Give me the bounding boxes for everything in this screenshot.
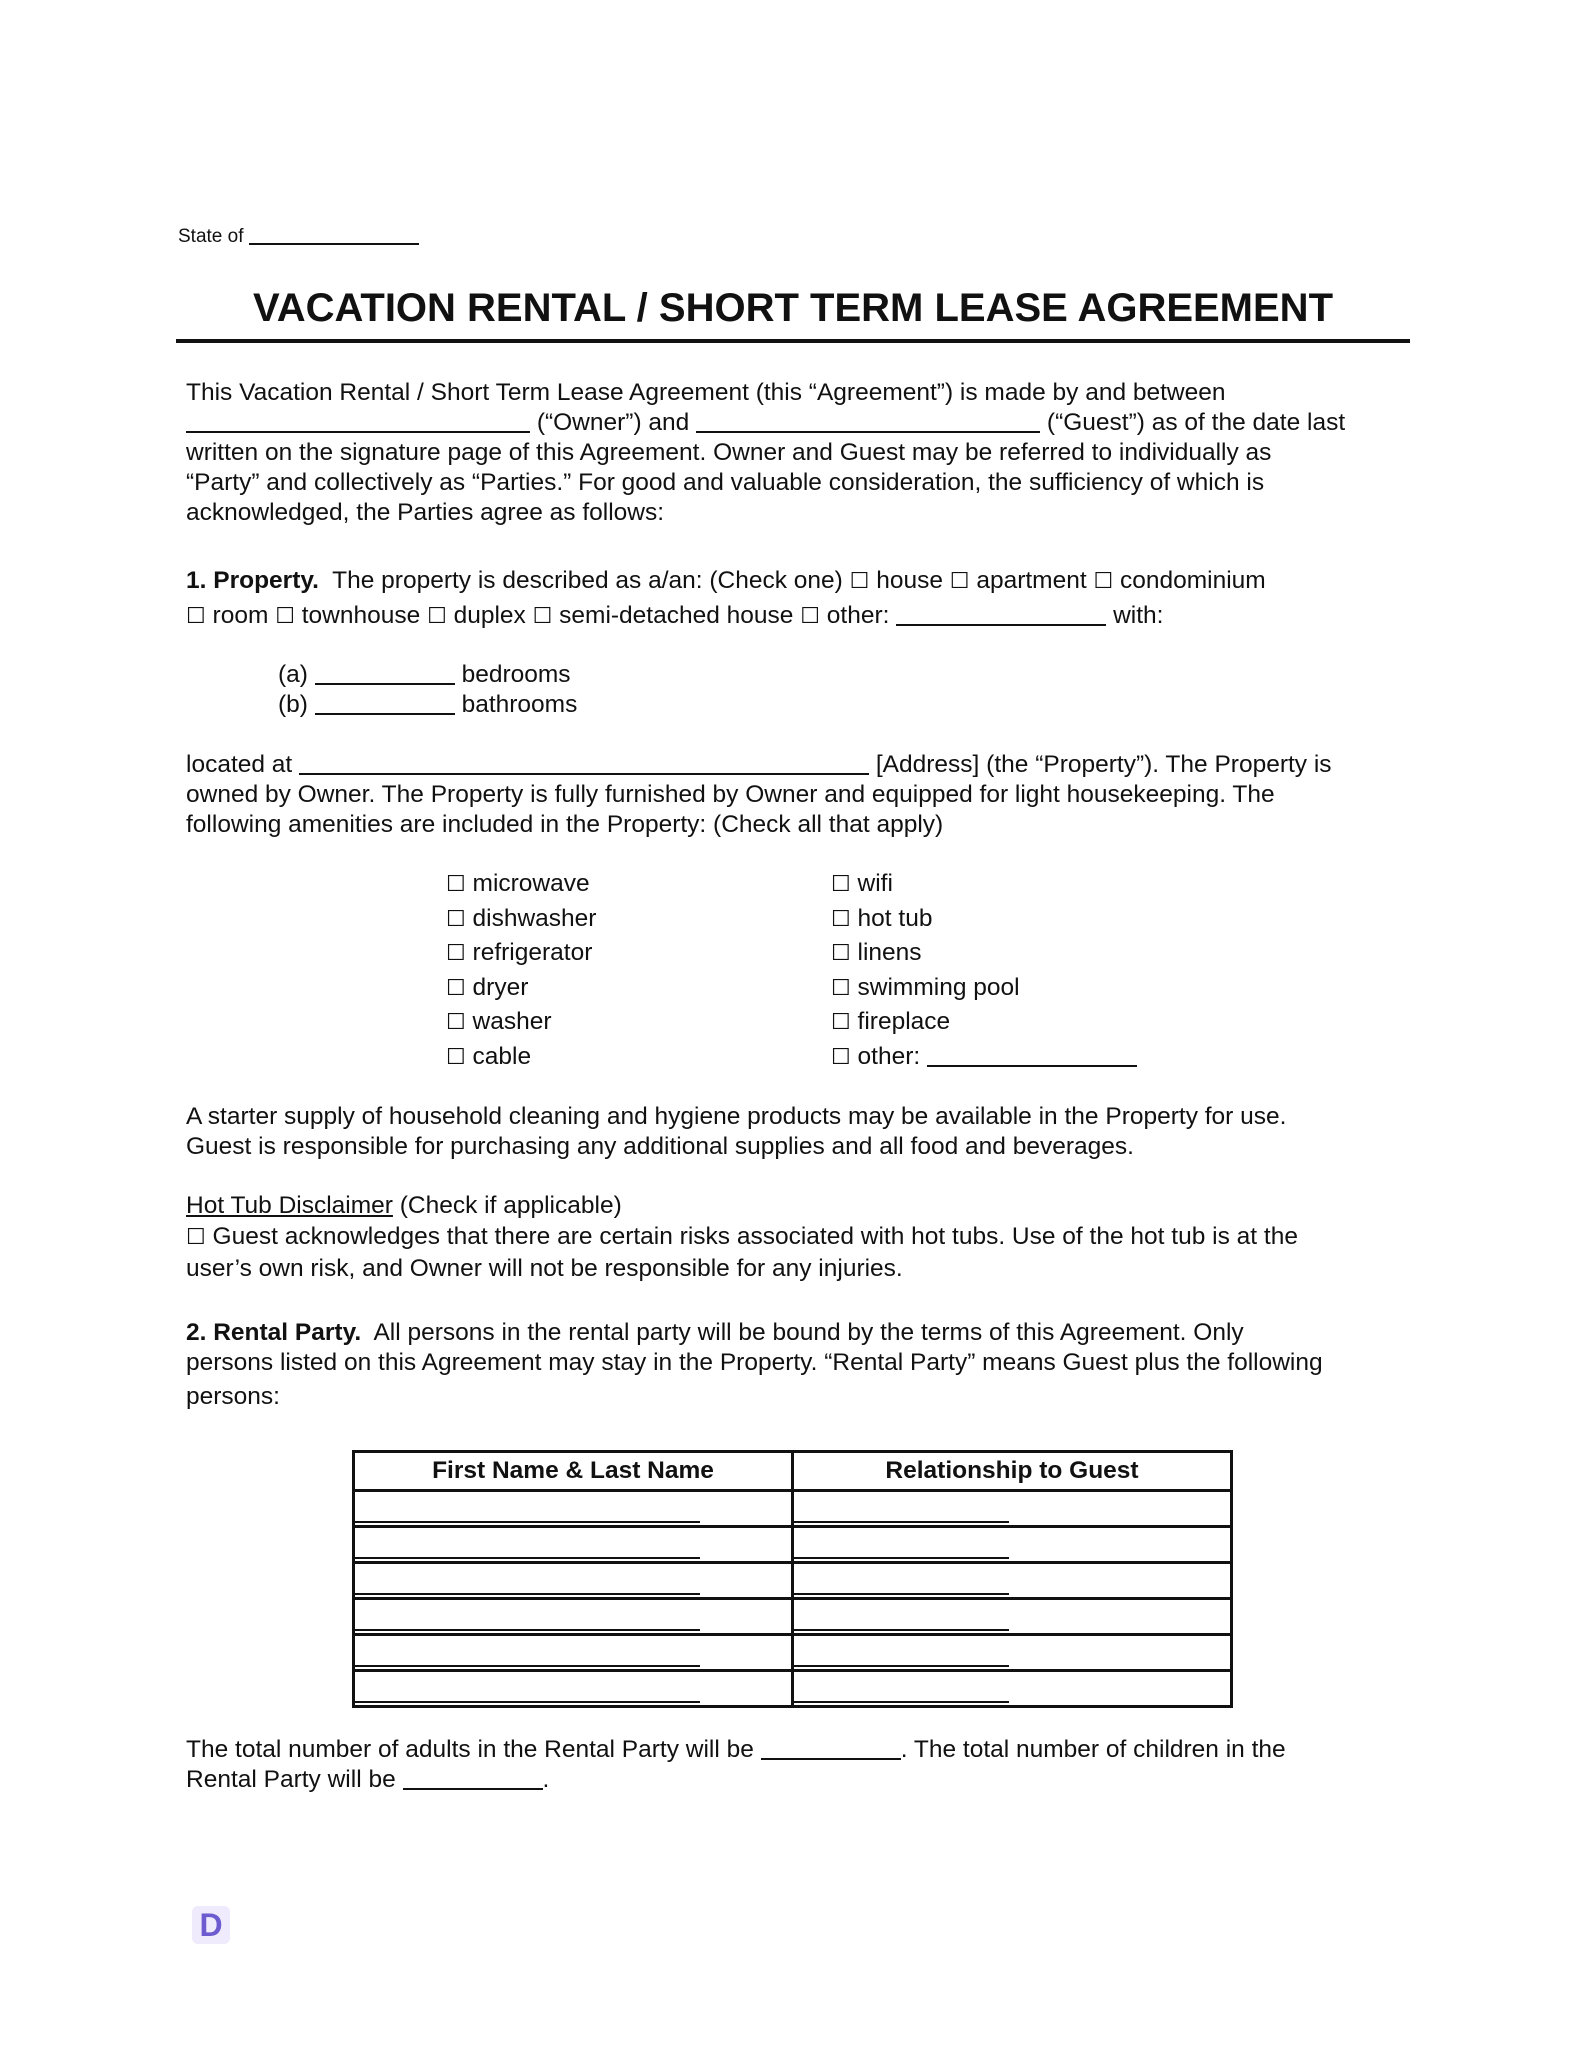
adults-blank[interactable]	[761, 1757, 901, 1760]
checkbox-dryer[interactable]: ☐	[446, 975, 466, 1001]
table-row	[354, 1563, 1232, 1599]
checkbox-hot-tub[interactable]: ☐	[831, 906, 851, 932]
amenity-microwave	[446, 867, 596, 902]
name-cell[interactable]	[354, 1599, 793, 1635]
document-title: VACATION RENTAL / SHORT TERM LEASE AGREEMENT	[252, 286, 1334, 330]
intro-line-4: “Party” and collectively as “Parties.” For good and valuable consideration, the sufficiency of which is	[186, 469, 1265, 496]
name-blank[interactable]	[355, 1521, 700, 1523]
type-other-label: other:	[826, 602, 890, 629]
amenity-dishwasher	[446, 902, 596, 937]
intro-paragraph	[186, 378, 1406, 528]
owner-name-blank[interactable]	[186, 430, 530, 433]
amenity-swimming-pool	[831, 971, 1137, 1006]
amenity-other	[831, 1040, 1137, 1075]
amenity-label: swimming pool	[857, 973, 1020, 1001]
checkbox-hot-tub-disclaimer[interactable]: ☐	[186, 1225, 206, 1250]
type-semi-detached: semi-detached house	[559, 602, 794, 629]
address-text: [Address] (the “Property”). The Property is	[875, 751, 1332, 778]
hot-tub-title: Hot Tub Disclaimer	[186, 1192, 393, 1219]
property-section	[186, 564, 1406, 634]
relationship-cell[interactable]	[793, 1599, 1232, 1635]
amenity-label: dryer	[472, 973, 529, 1001]
amenity-label: wifi	[857, 870, 893, 897]
checkbox-wifi[interactable]: ☐	[831, 872, 851, 897]
intro-line-3: written on the signature page of this Agreement. Owner and Guest may be referred to individually as	[186, 439, 1272, 466]
checkbox-washer[interactable]: ☐	[446, 1010, 466, 1035]
supplies-line-2: Guest is responsible for purchasing any additional supplies and all food and beverages.	[186, 1133, 1134, 1160]
name-blank[interactable]	[355, 1557, 700, 1559]
table-row	[354, 1635, 1232, 1671]
checkbox-duplex[interactable]: ☐	[427, 604, 447, 629]
amenity-label: microwave	[472, 870, 590, 897]
location-line-1	[186, 750, 1406, 780]
checkbox-fireplace[interactable]: ☐	[831, 1010, 851, 1035]
type-condominium: condominium	[1119, 567, 1266, 594]
rental-party-heading: 2. Rental Party.	[186, 1319, 362, 1346]
table-header-row	[354, 1452, 1232, 1491]
intro-line-5: acknowledged, the Parties agree as follows:	[186, 499, 665, 526]
relationship-blank[interactable]	[794, 1593, 1009, 1595]
checkbox-semi-detached[interactable]: ☐	[532, 604, 553, 629]
amenity-label: dishwasher	[472, 904, 597, 932]
amenity-refrigerator	[446, 936, 596, 971]
bedrooms-label: bedrooms	[461, 661, 571, 688]
table-row	[354, 1491, 1232, 1527]
name-cell[interactable]	[354, 1563, 793, 1599]
location-line-2: owned by Owner. The Property is fully furnished by Owner and equipped for light housekeeping. The	[186, 781, 1275, 808]
column-header-relationship: Relationship to Guest	[793, 1452, 1232, 1491]
room-counts	[278, 660, 878, 720]
column-header-name: First Name & Last Name	[354, 1452, 793, 1491]
type-house: house	[876, 567, 943, 594]
relationship-cell[interactable]	[793, 1527, 1232, 1563]
property-heading: 1. Property.	[186, 567, 319, 594]
children-label-2: Rental Party will be	[186, 1766, 396, 1793]
checkbox-condominium[interactable]: ☐	[1093, 569, 1114, 594]
type-room: room	[212, 602, 269, 629]
property-line-1	[186, 564, 1406, 599]
bathrooms-label: bathrooms	[461, 691, 578, 718]
type-apartment: apartment	[976, 567, 1087, 594]
checkbox-amenity-other[interactable]: ☐	[831, 1044, 851, 1070]
checkbox-swimming-pool[interactable]: ☐	[831, 975, 851, 1001]
hot-tub-line-1	[186, 1221, 1406, 1253]
name-blank[interactable]	[355, 1665, 700, 1667]
checkbox-linens[interactable]: ☐	[831, 941, 851, 966]
amenity-label: other:	[857, 1042, 921, 1070]
table-row	[354, 1671, 1232, 1707]
amenities-left-column	[446, 867, 596, 1074]
name-cell[interactable]	[354, 1671, 793, 1707]
rental-line-1	[186, 1318, 1406, 1348]
amenity-cable	[446, 1040, 596, 1075]
amenity-fireplace	[831, 1005, 1137, 1040]
totals-line-1	[186, 1735, 1406, 1765]
table-row	[354, 1527, 1232, 1563]
bathrooms-blank[interactable]	[315, 712, 455, 715]
hot-tub-line-2: user’s own risk, and Owner will not be responsible for any injuries.	[186, 1255, 903, 1282]
amenity-dryer	[446, 971, 596, 1006]
adults-label: The total number of adults in the Rental Party will be	[186, 1736, 754, 1763]
located-at-label: located at	[186, 751, 293, 778]
amenity-wifi	[831, 867, 1137, 902]
relationship-blank[interactable]	[794, 1665, 1009, 1667]
bedrooms-blank[interactable]	[315, 682, 455, 685]
property-line-2	[186, 599, 1406, 634]
state-of-line	[178, 226, 419, 248]
amenity-hot-tub	[831, 902, 1137, 937]
owner-label: (“Owner”) and	[536, 409, 690, 436]
rental-party-text: All persons in the rental party will be bound by the terms of this Agreement. Only	[373, 1319, 1244, 1346]
relationship-cell[interactable]	[793, 1635, 1232, 1671]
hot-tub-disclaimer	[186, 1190, 1406, 1284]
rental-line-3: persons:	[186, 1383, 280, 1410]
checkbox-room[interactable]: ☐	[186, 604, 206, 629]
amenity-label: washer	[472, 1008, 552, 1035]
bathrooms-marker: (b)	[278, 691, 308, 718]
children-blank[interactable]	[403, 1787, 543, 1790]
relationship-cell[interactable]	[793, 1491, 1232, 1527]
amenity-other-blank[interactable]	[927, 1064, 1137, 1067]
checkbox-microwave[interactable]: ☐	[446, 872, 466, 897]
address-blank[interactable]	[299, 772, 869, 775]
bathrooms-line	[278, 690, 878, 720]
hot-tub-text-1: Guest acknowledges that there are certain risks associated with hot tubs. Use of the hot tub is at the	[212, 1223, 1298, 1250]
bedrooms-line	[278, 660, 878, 690]
name-cell[interactable]	[354, 1635, 793, 1671]
totals-period: .	[542, 1766, 550, 1793]
property-description: The property is described as a/an: (Check one)	[332, 567, 843, 594]
rental-line-2: persons listed on this Agreement may stay in the Property. “Rental Party” means Guest plus the following	[186, 1349, 1323, 1376]
name-blank[interactable]	[355, 1629, 700, 1631]
supplies-line-1: A starter supply of household cleaning and hygiene products may be available in the Property for use.	[186, 1103, 1287, 1130]
state-blank[interactable]	[249, 242, 419, 245]
checkbox-refrigerator[interactable]: ☐	[446, 941, 466, 966]
checkbox-dishwasher[interactable]: ☐	[446, 906, 466, 932]
amenity-label: fireplace	[857, 1008, 951, 1035]
amenity-washer	[446, 1005, 596, 1040]
checkbox-cable[interactable]: ☐	[446, 1044, 466, 1070]
guest-label: (“Guest”) as of the date last	[1046, 409, 1346, 436]
amenity-linens	[831, 936, 1137, 971]
with-label: with:	[1113, 602, 1164, 629]
rental-party-section	[186, 1318, 1406, 1412]
location-line-3: following amenities are included in the Property: (Check all that apply)	[186, 811, 944, 838]
checkbox-townhouse[interactable]: ☐	[275, 604, 295, 629]
intro-line-1: This Vacation Rental / Short Term Lease Agreement (this “Agreement”) is made by and between	[186, 379, 1226, 406]
brand-logo-icon: D	[192, 1906, 230, 1944]
guest-name-blank[interactable]	[696, 430, 1040, 433]
amenities-right-column	[831, 867, 1137, 1074]
checkbox-house[interactable]: ☐	[849, 569, 870, 594]
type-duplex: duplex	[453, 602, 526, 629]
totals-line-2	[186, 1765, 1406, 1795]
relationship-blank[interactable]	[794, 1629, 1009, 1631]
name-cell[interactable]	[354, 1491, 793, 1527]
relationship-blank[interactable]	[794, 1521, 1009, 1523]
supplies-paragraph	[186, 1102, 1406, 1162]
bedrooms-marker: (a)	[278, 661, 308, 688]
hot-tub-title-line	[186, 1190, 1406, 1221]
relationship-blank[interactable]	[794, 1557, 1009, 1559]
relationship-cell[interactable]	[793, 1563, 1232, 1599]
name-blank[interactable]	[355, 1593, 700, 1595]
state-label: State of	[178, 226, 244, 247]
children-label: . The total number of children in the	[900, 1736, 1286, 1763]
type-townhouse: townhouse	[301, 602, 421, 629]
table-row	[354, 1599, 1232, 1635]
other-type-blank[interactable]	[896, 623, 1106, 626]
amenity-label: hot tub	[857, 904, 933, 932]
amenity-label: cable	[472, 1042, 532, 1070]
location-paragraph	[186, 750, 1406, 840]
intro-line-2	[186, 408, 1406, 438]
name-blank[interactable]	[355, 1701, 700, 1703]
checkbox-other-type[interactable]: ☐	[800, 604, 820, 629]
title-rule	[176, 339, 1410, 343]
rental-party-table	[352, 1450, 1233, 1708]
relationship-blank[interactable]	[794, 1701, 1009, 1703]
checkbox-apartment[interactable]: ☐	[949, 569, 970, 594]
relationship-cell[interactable]	[793, 1671, 1232, 1707]
name-cell[interactable]	[354, 1527, 793, 1563]
amenity-label: linens	[857, 939, 922, 966]
hot-tub-check-note: (Check if applicable)	[399, 1192, 622, 1219]
amenity-label: refrigerator	[472, 939, 593, 966]
totals-paragraph	[186, 1735, 1406, 1795]
